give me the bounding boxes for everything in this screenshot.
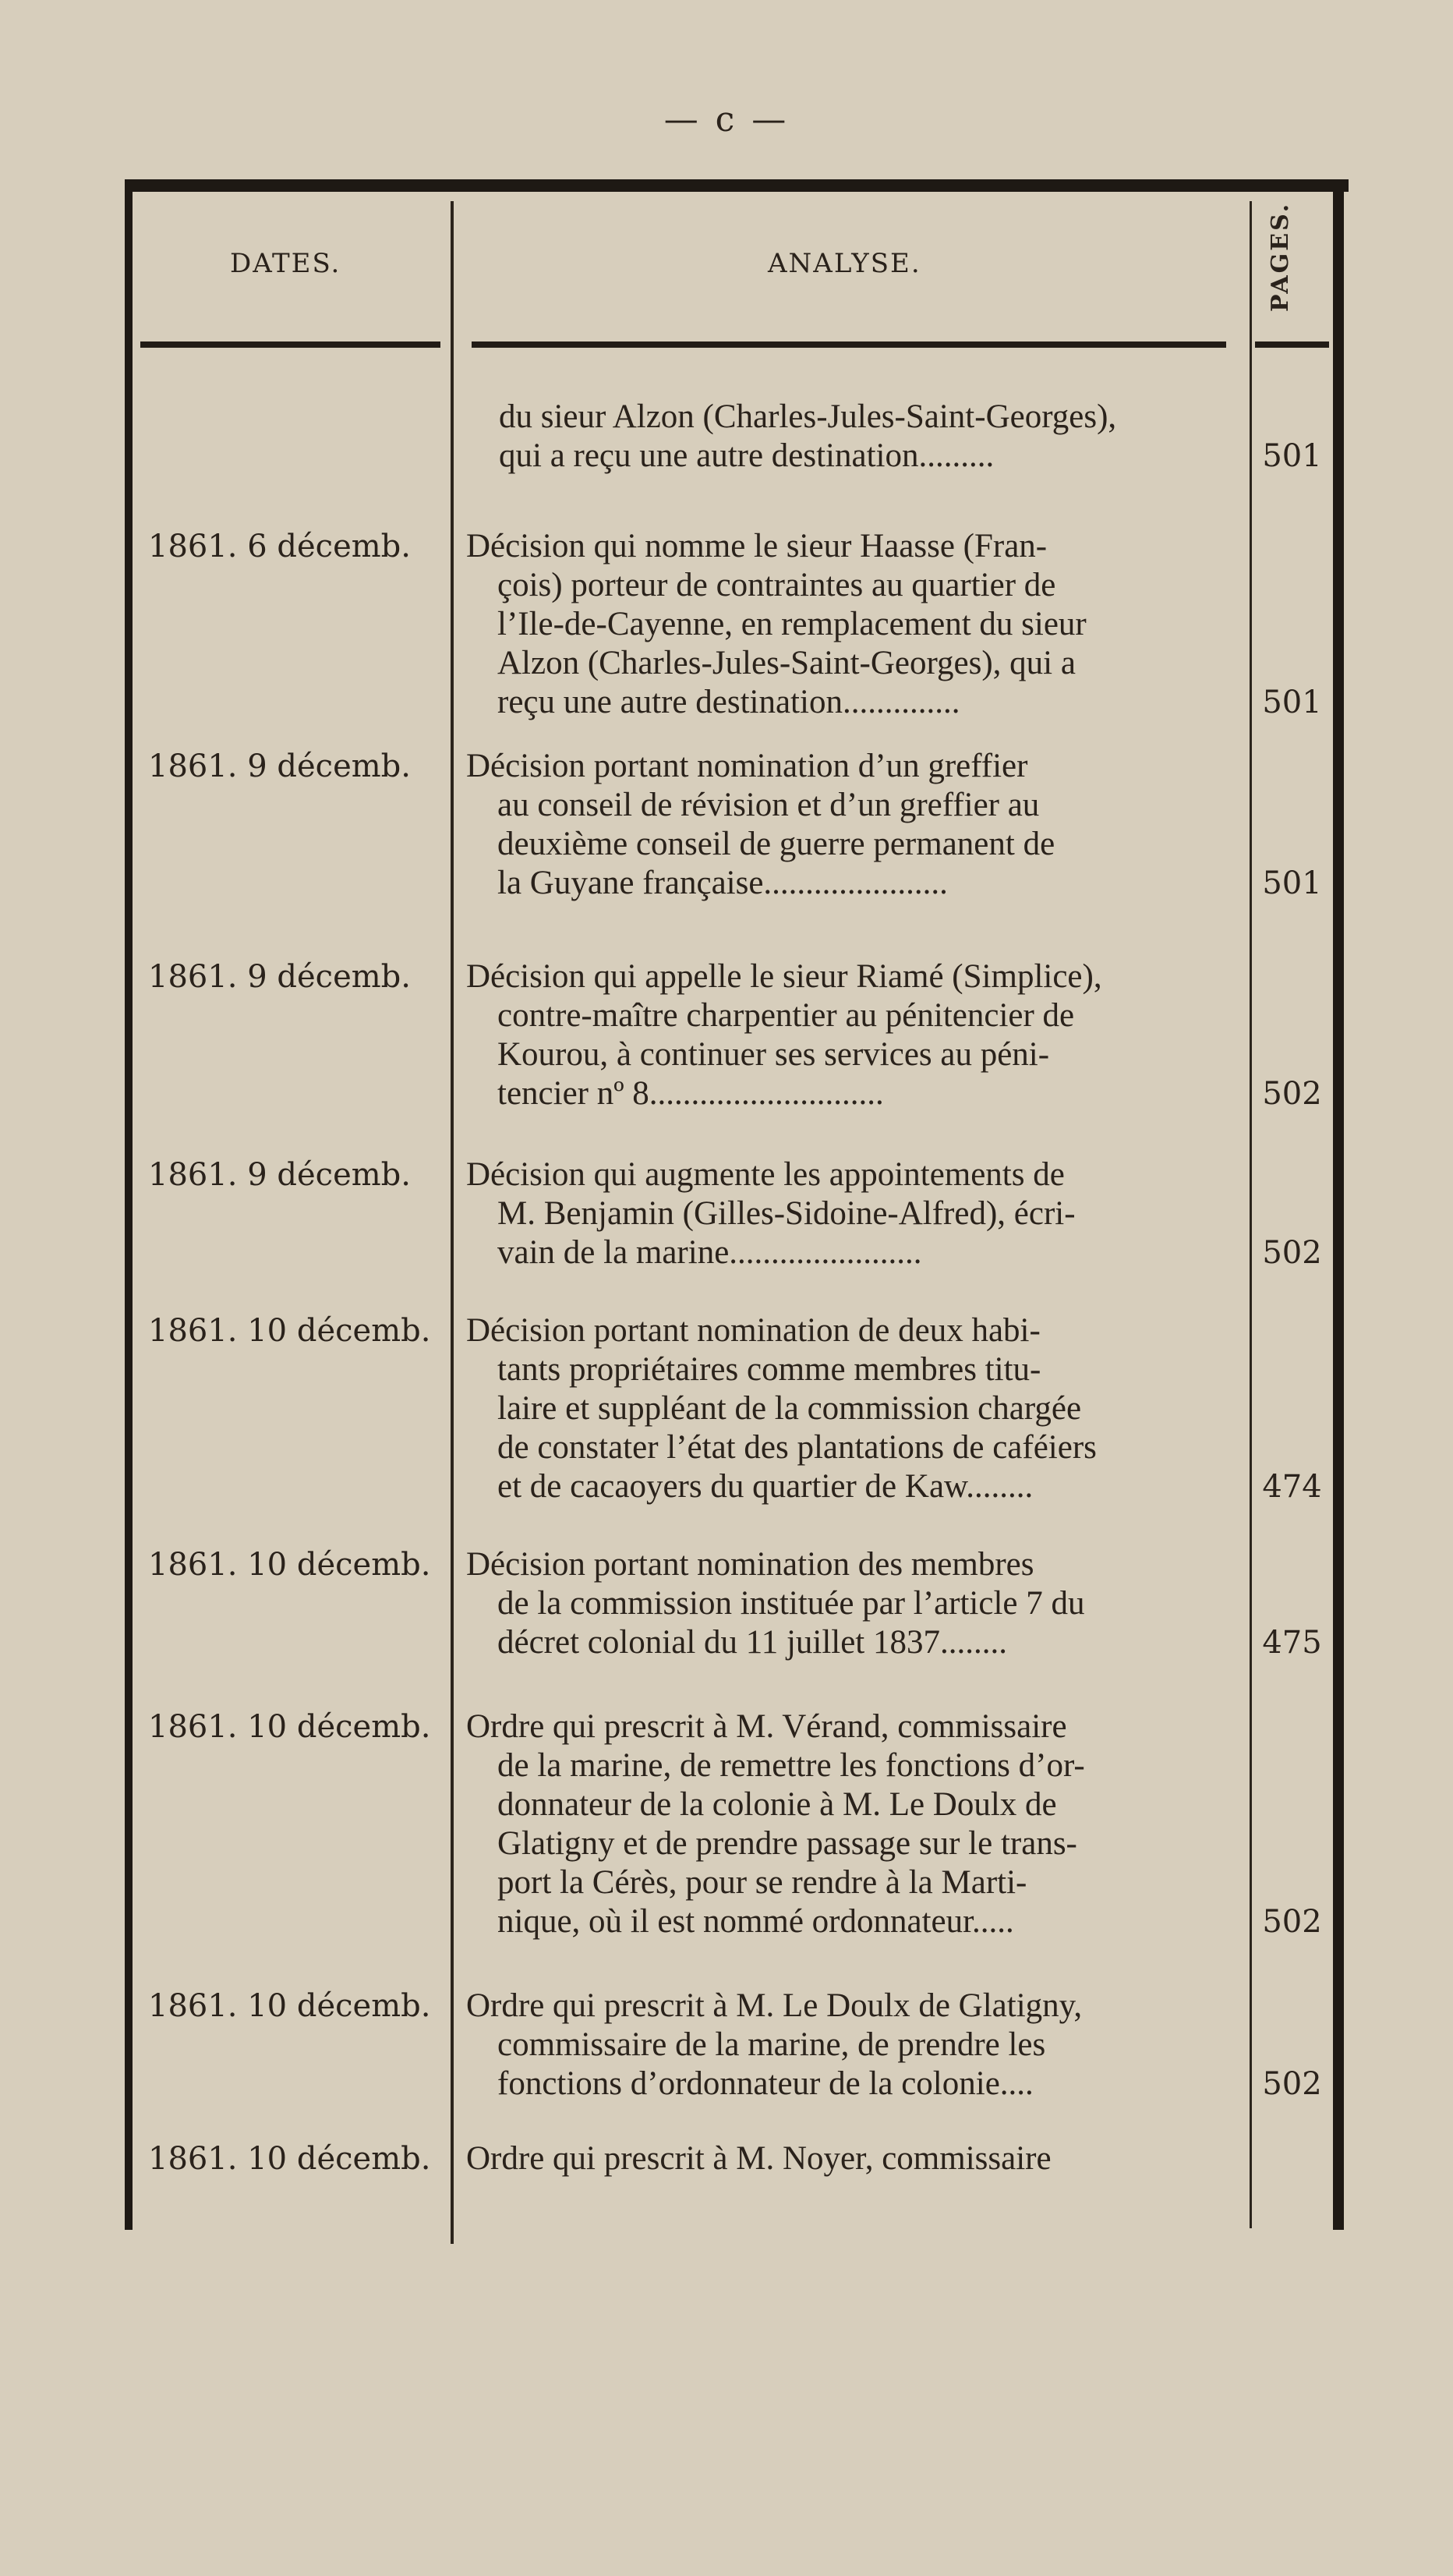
analyse-header: ANALYSE. [768,248,921,279]
table-right-border [1333,179,1344,2230]
analysis-line: Décision portant nomination de deux habi- [466,1312,1041,1349]
entry-analysis [466,1987,1246,2104]
analysis-line: Glatigny et de prendre passage sur le trans- [497,1825,1077,1862]
entry-analysis [466,1545,1246,1662]
page-number: — c — [663,100,790,140]
entry-analysis [466,1707,1246,1941]
analysis-line: fonctions d’ordonnateur de la colonie.... [497,2065,1034,2102]
dates-header: DATES. [230,248,341,279]
analysis-line: de la commission instituée par l’article 7 du [497,1585,1085,1622]
analysis-line: nique, où il est nommé ordonnateur..... [497,1903,1014,1940]
entry-date: 1861. 10 décemb. [148,1547,431,1583]
analysis-line: Décision portant nomination des membres [466,1546,1034,1583]
entry-date: 1861. 9 décemb. [148,748,411,784]
pages-header: PAGES. [1267,201,1294,312]
analyse-header-rule [472,341,1226,348]
analysis-line: décret colonial du 11 juillet 1837........ [497,1624,1008,1661]
entry-analysis [466,527,1246,722]
entry-date: 1861. 6 décemb. [148,529,411,564]
entry-date: 1861. 10 décemb. [148,1313,431,1349]
entry-page: 474 [1262,1469,1322,1505]
entry-page: 502 [1262,2066,1322,2102]
entry-analysis [466,2139,1246,2178]
analysis-line: contre-maître charpentier au pénitencier de [497,997,1075,1034]
dates-column-rule [451,201,454,2244]
entry-date: 1861. 10 décemb. [148,1709,431,1745]
analysis-line: tencier nº 8............................ [497,1075,884,1112]
analysis-line: Kourou, à continuer ses services au péni- [497,1036,1050,1073]
analysis-line: la Guyane française...................... [497,865,948,901]
analysis-line: tants propriétaires comme membres titu- [497,1351,1041,1388]
analysis-line: donnateur de la colonie à M. Le Doulx de [497,1786,1057,1823]
analysis-line: Décision portant nomination d’un greffier [466,748,1028,784]
analysis-line: Ordre qui prescrit à M. Vérand, commissaire [466,1708,1067,1745]
pages-header-rule [1255,341,1329,348]
analysis-line: et de cacaoyers du quartier de Kaw........ [497,1468,1034,1505]
entry-page: 475 [1262,1625,1322,1661]
entry-page: 501 [1262,685,1322,720]
analysis-line: port la Cérès, pour se rendre à la Marti- [497,1864,1027,1901]
analysis-line: Ordre qui prescrit à M. Noyer, commissaire [466,2140,1052,2177]
analysis-line: Ordre qui prescrit à M. Le Doulx de Glatigny, [466,1987,1083,2024]
analysis-line: Alzon (Charles-Jules-Saint-Georges), qui a [497,645,1076,681]
analysis-line: vain de la marine....................... [497,1234,922,1271]
entry-date: 1861. 10 décemb. [148,2141,431,2177]
entry-analysis [466,957,1246,1113]
analysis-line: M. Benjamin (Gilles-Sidoine-Alfred), écri- [497,1195,1076,1232]
entry-page: 502 [1262,1904,1322,1940]
entry-date: 1861. 9 décemb. [148,959,411,995]
analysis-line: çois) porteur de contraintes au quartier de [497,567,1056,603]
dates-header-rule [140,341,440,348]
pages-column-rule [1250,201,1252,2228]
analysis-line: l’Ile-de-Cayenne, en remplacement du sieur [497,606,1087,642]
analysis-line: qui a reçu une autre destination......... [499,437,995,474]
analysis-line: au conseil de révision et d’un greffier au [497,787,1040,823]
entry-analysis [466,1311,1246,1506]
analysis-line: deuxième conseil de guerre permanent de [497,826,1055,862]
analysis-line: Décision qui nomme le sieur Haasse (Fran- [466,528,1048,564]
analysis-line: de constater l’état des plantations de caféiers [497,1429,1097,1466]
table-top-border [125,179,1349,192]
entry-page: 502 [1262,1076,1322,1112]
entry-analysis [499,398,1232,476]
entry-page: 501 [1262,438,1322,474]
entry-date: 1861. 10 décemb. [148,1988,431,2024]
analysis-line: laire et suppléant de la commission chargée [497,1390,1082,1427]
analysis-line: Décision qui appelle le sieur Riamé (Simplice), [466,958,1102,995]
entry-page: 502 [1262,1235,1322,1271]
analysis-line: du sieur Alzon (Charles-Jules-Saint-Georges), [499,398,1117,435]
analysis-line: commissaire de la marine, de prendre les [497,2026,1046,2063]
analysis-line: Décision qui augmente les appointements de [466,1156,1065,1193]
entry-analysis [466,747,1246,903]
analysis-line: reçu une autre destination.............. [497,684,960,720]
table-left-border [125,179,133,2230]
entry-analysis [466,1155,1246,1272]
entry-date: 1861. 9 décemb. [148,1157,411,1193]
entry-page: 501 [1262,865,1322,901]
analysis-line: de la marine, de remettre les fonctions d’or- [497,1747,1085,1784]
